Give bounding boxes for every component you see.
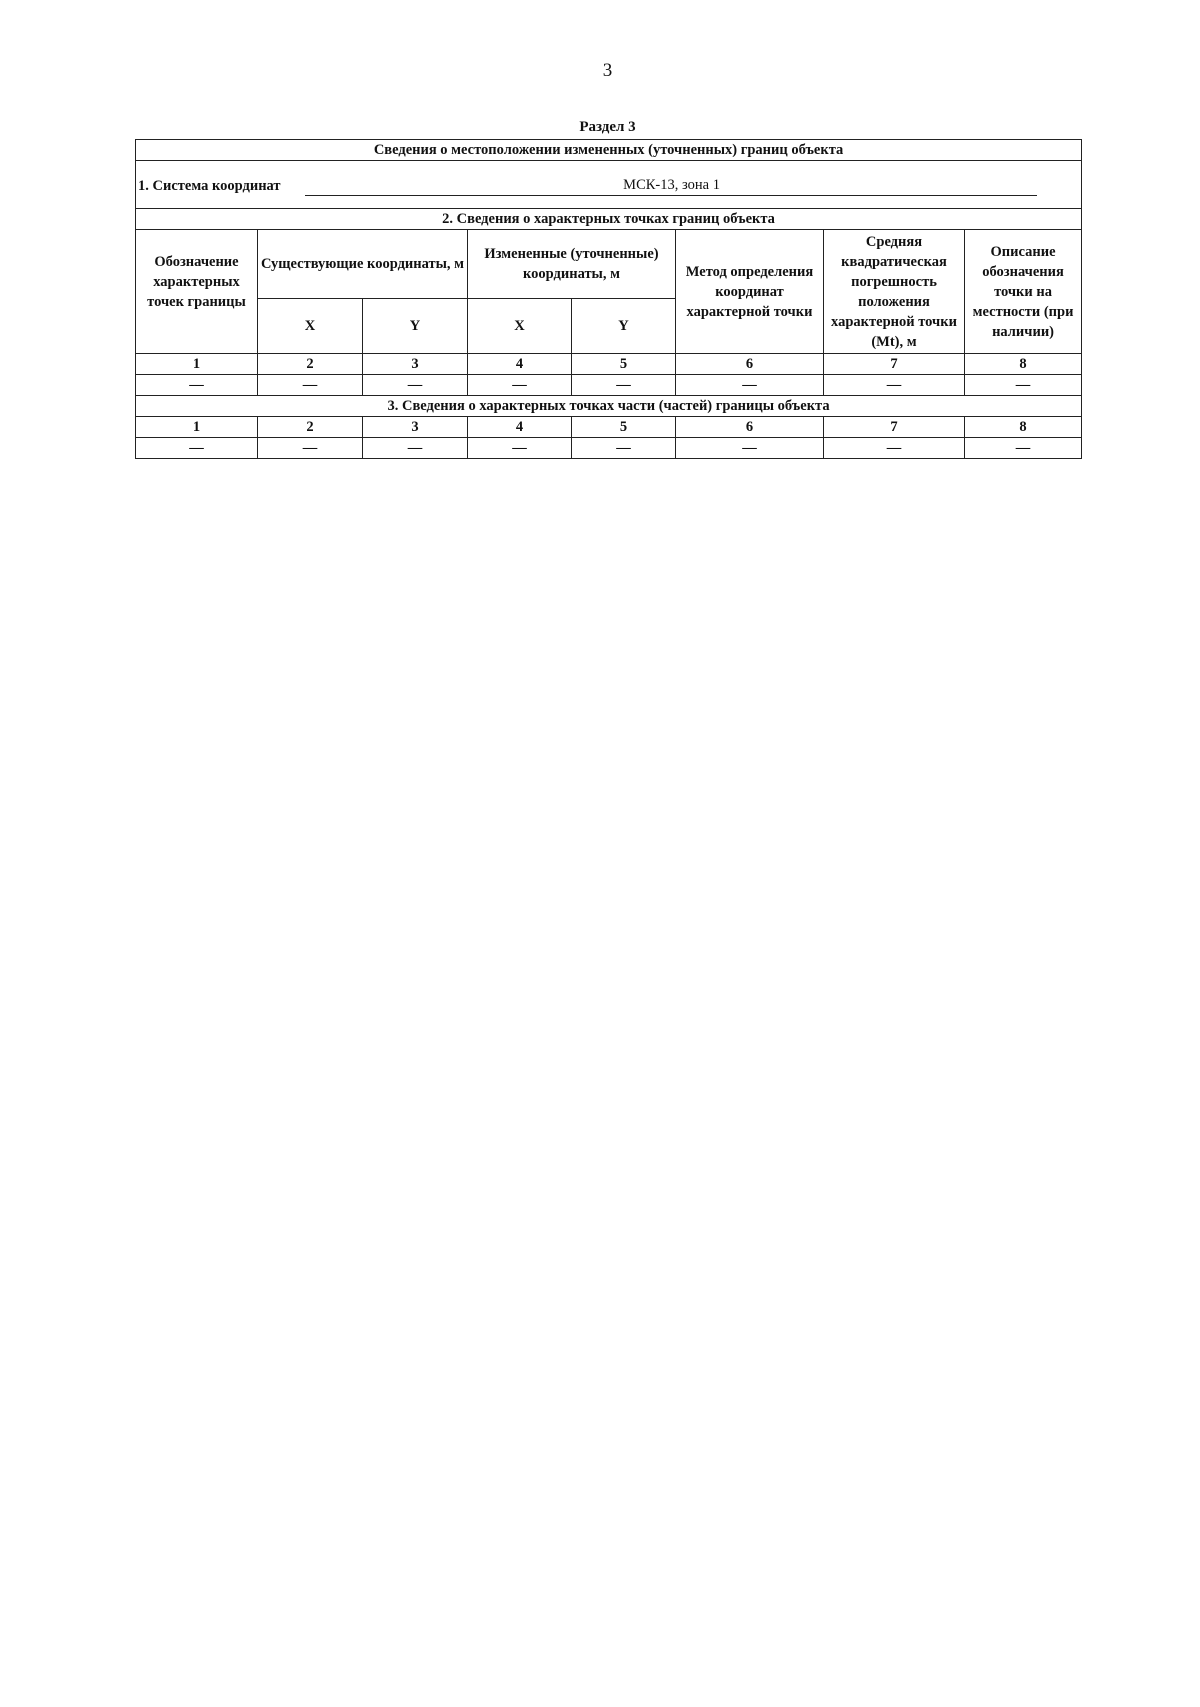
table-cell: — (824, 438, 965, 459)
section2-title: 2. Сведения о характерных точках границ объекта (136, 209, 1082, 230)
page-number: 3 (602, 60, 613, 81)
header-existing-coords: Существующие координаты, м (258, 230, 468, 299)
header-designation: Обозначение характерных точек границы (136, 230, 258, 354)
header-existing-y: Y (363, 299, 468, 354)
column-number-row (136, 417, 1082, 438)
header-changed-y: Y (572, 299, 676, 354)
section-title: Раздел 3 (579, 119, 636, 135)
banner-row (136, 140, 1082, 161)
column-number: 8 (965, 354, 1082, 375)
coord-system-row (136, 161, 1082, 209)
column-number: 2 (258, 354, 363, 375)
column-number: 4 (468, 354, 572, 375)
column-number: 2 (258, 417, 363, 438)
table-cell: — (824, 375, 965, 396)
column-number: 7 (824, 417, 965, 438)
section2-title-row (136, 209, 1082, 230)
column-number: 5 (572, 417, 676, 438)
header-changed-x: X (468, 299, 572, 354)
column-number: 1 (136, 354, 258, 375)
header-method: Метод определения координат характерной точки (676, 230, 824, 354)
column-number: 7 (824, 354, 965, 375)
header-existing-x: X (258, 299, 363, 354)
table-row (136, 438, 1082, 459)
section3-title: 3. Сведения о характерных точках части (частей) границы объекта (136, 396, 1082, 417)
table-cell: — (363, 438, 468, 459)
column-number: 4 (468, 417, 572, 438)
coord-system-value: МСК-13, зона 1 (305, 176, 1037, 196)
table-cell: — (136, 438, 258, 459)
column-number: 6 (676, 354, 824, 375)
header-description: Описание обозначения точки на местности (при наличии) (965, 230, 1082, 354)
table-row (136, 375, 1082, 396)
table-cell: — (258, 438, 363, 459)
header-changed-coords: Измененные (уточненные) координаты, м (468, 230, 676, 299)
column-number: 3 (363, 417, 468, 438)
table-cell: — (676, 375, 824, 396)
table-cell: — (258, 375, 363, 396)
header-row (136, 230, 1082, 299)
boundary-table (135, 139, 1082, 459)
column-number: 6 (676, 417, 824, 438)
banner-title: Сведения о местоположении измененных (уточненных) границ объекта (136, 140, 1082, 161)
table-cell: — (965, 375, 1082, 396)
table-cell: — (572, 438, 676, 459)
column-number: 3 (363, 354, 468, 375)
section3-title-row (136, 396, 1082, 417)
column-number: 5 (572, 354, 676, 375)
table-cell: — (965, 438, 1082, 459)
table-cell: — (468, 438, 572, 459)
column-number-row (136, 354, 1082, 375)
table-cell: — (136, 375, 258, 396)
header-error: Средняя квадратическая погрешность положения характерной точки (Mt), м (824, 230, 965, 354)
column-number: 1 (136, 417, 258, 438)
table-cell: — (363, 375, 468, 396)
column-number: 8 (965, 417, 1082, 438)
table-cell: — (572, 375, 676, 396)
table-cell: — (468, 375, 572, 396)
coord-system-label: 1. Система координат (138, 177, 281, 194)
table-cell: — (676, 438, 824, 459)
